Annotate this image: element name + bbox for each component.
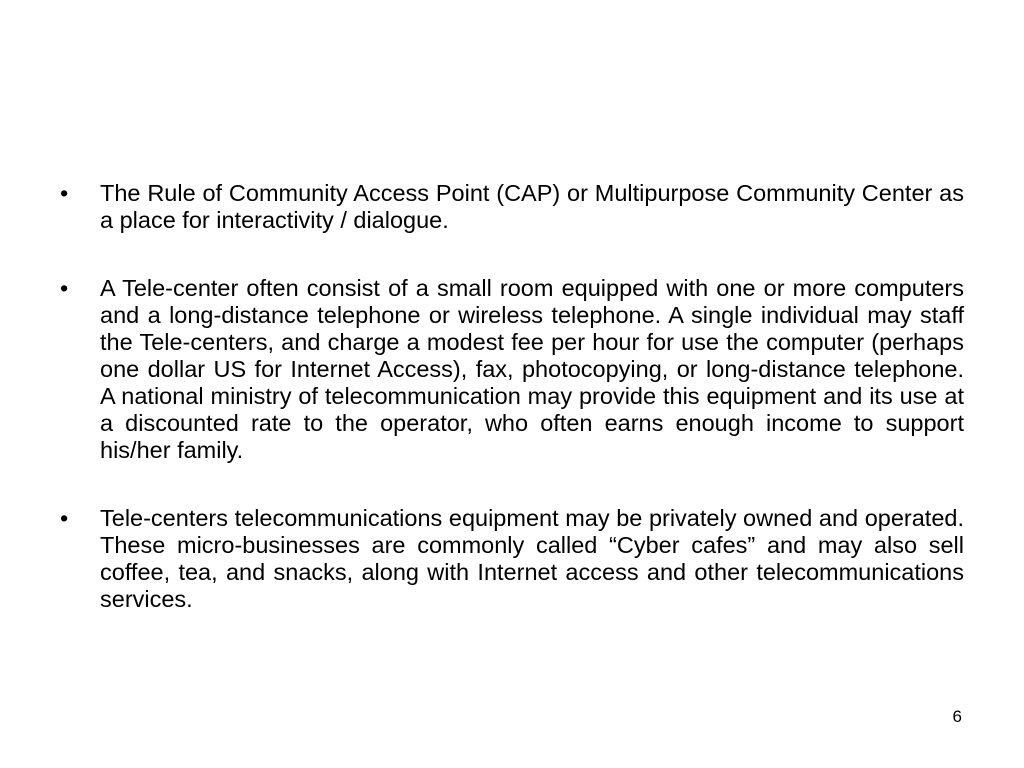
page-number: 6 [952,707,962,726]
bullet-marker: • [60,180,69,206]
bullet-marker: • [60,505,69,531]
bullet-marker: • [60,275,69,301]
bullet-item-cyber-cafes [56,505,964,613]
bullet-text: The Rule of Community Access Point (CAP) or Multipurpose Community Center as a place for interactivity / dialogue. [100,180,964,233]
bullet-item-telecenter [56,275,964,464]
bullet-item-cap [56,180,964,234]
bullet-text: Tele-centers telecommunications equipment may be privately owned and operated. These micro-businesses are commonly called “Cyber cafes” and may also sell coffee, tea, and snacks, along with Internet access and other telecommunications services. [100,505,964,612]
bullet-text: A Tele-center often consist of a small room equipped with one or more computers and a long-distance telephone or wireless telephone. A single individual may staff the Tele-centers, and charge a modest fee per hour for use the computer (perhaps one dollar US for Internet Access), fax, photocopying, or long-distance telephone. A national ministry of telecommunication may provide this equipment and its use at a discounted rate to the operator, who often earns enough income to support his/her family. [100,275,964,463]
bullet-list [56,180,964,613]
